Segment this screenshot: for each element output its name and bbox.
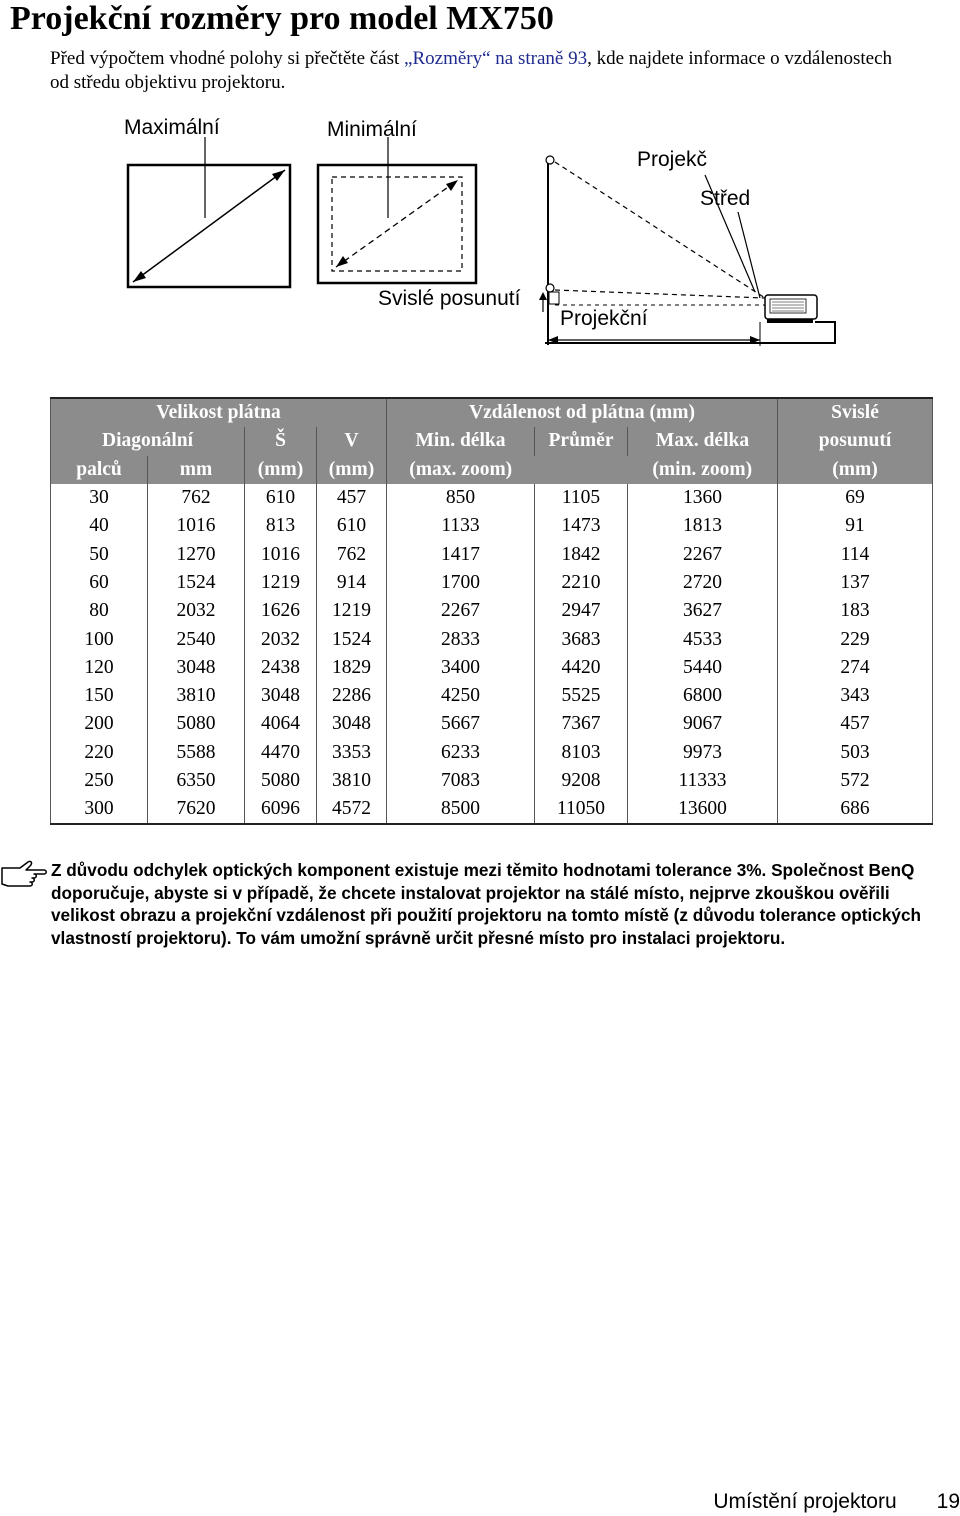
table-cell: 7083 <box>387 767 535 795</box>
table-cell: 503 <box>778 739 933 767</box>
screen-bottom-mark <box>546 284 554 292</box>
intro-text-after: , kde najdete informace o vzdálenostech od středu objektivu projektoru. <box>50 48 893 93</box>
table-cell: 13600 <box>628 795 778 824</box>
table-cell: 1626 <box>245 597 317 625</box>
table-cell: 1105 <box>535 484 628 512</box>
table-row <box>51 795 933 824</box>
table-cell: 9208 <box>535 767 628 795</box>
table-cell: 7620 <box>148 795 245 824</box>
table-cell: 610 <box>245 484 317 512</box>
table-cell: 5440 <box>628 654 778 682</box>
table-row <box>51 682 933 710</box>
footer-section: Umístění projektoru <box>713 1490 897 1513</box>
offset-mark-arrow-up <box>539 292 547 300</box>
header-min-zoom: (min. zoom) <box>628 456 778 484</box>
header-average: Průměr <box>535 427 628 455</box>
table-cell: 813 <box>245 512 317 540</box>
screen-top-mark <box>546 156 554 164</box>
header-row-groups <box>51 398 933 427</box>
header-row-subgroups <box>51 427 933 455</box>
header-min-length: Min. délka <box>387 427 535 455</box>
table-cell: 5080 <box>148 710 245 738</box>
table-cell: 457 <box>778 710 933 738</box>
projection-diagram <box>0 100 960 380</box>
table-cell: 343 <box>778 682 933 710</box>
table-row <box>51 767 933 795</box>
projection-distance-label: Projekční <box>560 307 648 330</box>
table-cell: 457 <box>317 484 387 512</box>
header-width-unit: (mm) <box>245 456 317 484</box>
table-cell: 3683 <box>535 625 628 653</box>
table-cell: 1473 <box>535 512 628 540</box>
header-screen-size: Velikost plátna <box>51 398 387 427</box>
table-cell: 60 <box>51 569 148 597</box>
table-cell: 40 <box>51 512 148 540</box>
table-cell: 2947 <box>535 597 628 625</box>
table-cell: 1524 <box>317 625 387 653</box>
table-cell: 1270 <box>148 540 245 568</box>
table-row <box>51 512 933 540</box>
offset-mark-box <box>549 292 559 304</box>
table-cell: 4470 <box>245 739 317 767</box>
header-offset: posunutí <box>778 427 933 455</box>
projection-diagram-drawing <box>0 100 960 380</box>
lens-center-label: Střed <box>700 187 751 210</box>
table-cell: 1829 <box>317 654 387 682</box>
header-distance: Vzdálenost od plátna (mm) <box>387 398 778 427</box>
table-cell: 1219 <box>245 569 317 597</box>
table-cell: 11333 <box>628 767 778 795</box>
min-arrowhead-top <box>446 180 458 191</box>
table-cell: 4420 <box>535 654 628 682</box>
table-cell: 274 <box>778 654 933 682</box>
table-cell: 3048 <box>317 710 387 738</box>
table-cell: 1700 <box>387 569 535 597</box>
table-cell: 4064 <box>245 710 317 738</box>
table-cell: 120 <box>51 654 148 682</box>
table-cell: 5667 <box>387 710 535 738</box>
min-zoom-label: Minimální <box>327 118 417 141</box>
table-cell: 6096 <box>245 795 317 824</box>
intro-text-before: Před výpočtem vhodné polohy si přečtěte část <box>50 48 405 69</box>
table-cell: 8500 <box>387 795 535 824</box>
page-footer <box>713 1490 960 1514</box>
table-cell: 300 <box>51 795 148 824</box>
table-cell: 3810 <box>317 767 387 795</box>
table-cell: 100 <box>51 625 148 653</box>
projection-dimensions-table <box>50 397 933 825</box>
projector-label: Projekč <box>637 148 708 171</box>
table-cell: 914 <box>317 569 387 597</box>
table-cell: 6350 <box>148 767 245 795</box>
table-cell: 1842 <box>535 540 628 568</box>
header-max-length: Max. délka <box>628 427 778 455</box>
header-height: V <box>317 427 387 455</box>
table-cell: 2210 <box>535 569 628 597</box>
table-cell: 4572 <box>317 795 387 824</box>
table-cell: 1813 <box>628 512 778 540</box>
min-diagonal-arrow <box>336 180 458 267</box>
table-row <box>51 739 933 767</box>
header-height-unit: (mm) <box>317 456 387 484</box>
table-cell: 200 <box>51 710 148 738</box>
table-cell: 2286 <box>317 682 387 710</box>
table-row <box>51 597 933 625</box>
table-cell: 3627 <box>628 597 778 625</box>
projection-ray-bottom <box>555 290 765 298</box>
table-cell: 11050 <box>535 795 628 824</box>
table-cell: 762 <box>317 540 387 568</box>
footer-page-number: 19 <box>936 1490 960 1513</box>
header-diagonal: Diagonální <box>51 427 245 455</box>
max-arrowhead-bottom <box>133 271 146 282</box>
table-cell: 2032 <box>245 625 317 653</box>
table-row <box>51 654 933 682</box>
table-row <box>51 710 933 738</box>
table-cell: 2540 <box>148 625 245 653</box>
table-cell: 250 <box>51 767 148 795</box>
table-cell: 850 <box>387 484 535 512</box>
max-arrowhead-top <box>272 170 285 181</box>
table-cell: 2032 <box>148 597 245 625</box>
table-cell: 2438 <box>245 654 317 682</box>
table-cell: 1524 <box>148 569 245 597</box>
header-width: Š <box>245 427 317 455</box>
table-cell: 183 <box>778 597 933 625</box>
table-cell: 6800 <box>628 682 778 710</box>
table-cell: 572 <box>778 767 933 795</box>
table-cell: 5588 <box>148 739 245 767</box>
page-title: Projekční rozměry pro model MX750 <box>10 0 554 37</box>
table-cell: 6233 <box>387 739 535 767</box>
table-cell: 1219 <box>317 597 387 625</box>
header-average-unit <box>535 456 628 484</box>
header-vertical: Svislé <box>778 398 933 427</box>
table-cell: 3048 <box>148 654 245 682</box>
projector-device <box>765 295 817 323</box>
table-cell: 2267 <box>628 540 778 568</box>
dimensions-link[interactable]: „Rozměry“ na straně 93 <box>404 48 588 69</box>
table-cell: 610 <box>317 512 387 540</box>
table-cell: 114 <box>778 540 933 568</box>
max-diagonal-arrow <box>133 170 285 282</box>
table-cell: 762 <box>148 484 245 512</box>
table-cell: 4250 <box>387 682 535 710</box>
table-cell: 1016 <box>148 512 245 540</box>
table-cell: 1417 <box>387 540 535 568</box>
max-zoom-label: Maximální <box>124 116 220 139</box>
table-cell: 2267 <box>387 597 535 625</box>
table-cell: 137 <box>778 569 933 597</box>
table-cell: 30 <box>51 484 148 512</box>
header-inches: palců <box>51 456 148 484</box>
table-cell: 686 <box>778 795 933 824</box>
table-cell: 5525 <box>535 682 628 710</box>
projection-ray-top <box>555 162 765 298</box>
note-hand-icon <box>0 858 48 888</box>
table-cell: 1133 <box>387 512 535 540</box>
table-cell: 2720 <box>628 569 778 597</box>
table-body <box>51 484 933 825</box>
header-row-units <box>51 456 933 484</box>
table-cell: 80 <box>51 597 148 625</box>
table-cell: 4533 <box>628 625 778 653</box>
table-cell: 9973 <box>628 739 778 767</box>
table-cell: 69 <box>778 484 933 512</box>
table-cell: 1360 <box>628 484 778 512</box>
table-cell: 3353 <box>317 739 387 767</box>
table-cell: 3400 <box>387 654 535 682</box>
header-mm: mm <box>148 456 245 484</box>
table-cell: 8103 <box>535 739 628 767</box>
table-cell: 2833 <box>387 625 535 653</box>
table-cell: 1016 <box>245 540 317 568</box>
table-cell: 3048 <box>245 682 317 710</box>
table-cell: 91 <box>778 512 933 540</box>
table-cell: 220 <box>51 739 148 767</box>
table-cell: 3810 <box>148 682 245 710</box>
header-max-zoom: (max. zoom) <box>387 456 535 484</box>
table-cell: 7367 <box>535 710 628 738</box>
note-text: Z důvodu odchylek optických komponent existuje mezi těmito hodnotami tolerance 3%. Společnost BenQ doporučuje, abyste si v případě, že chcete instalovat projektor na stálé místo, nejprve zkouškou ověřili velikost obrazu a projekční vzdálenost při použití projektoru na tomto místě (z důvodu tolerance optických vlastností projektoru). To vám umožní správně určit přesné místo pro instalaci projektoru. <box>51 860 922 949</box>
min-arrowhead-bottom <box>336 256 348 267</box>
vertical-offset-label: Svislé posunutí <box>378 287 521 310</box>
header-offset-unit: (mm) <box>778 456 933 484</box>
table-cell: 50 <box>51 540 148 568</box>
table-row <box>51 625 933 653</box>
table-cell: 5080 <box>245 767 317 795</box>
intro-paragraph <box>50 47 910 95</box>
center-label-pointer <box>738 212 760 298</box>
table-cell: 150 <box>51 682 148 710</box>
table-row <box>51 569 933 597</box>
table-cell: 229 <box>778 625 933 653</box>
table-row <box>51 484 933 512</box>
table-row <box>51 540 933 568</box>
table-cell: 9067 <box>628 710 778 738</box>
